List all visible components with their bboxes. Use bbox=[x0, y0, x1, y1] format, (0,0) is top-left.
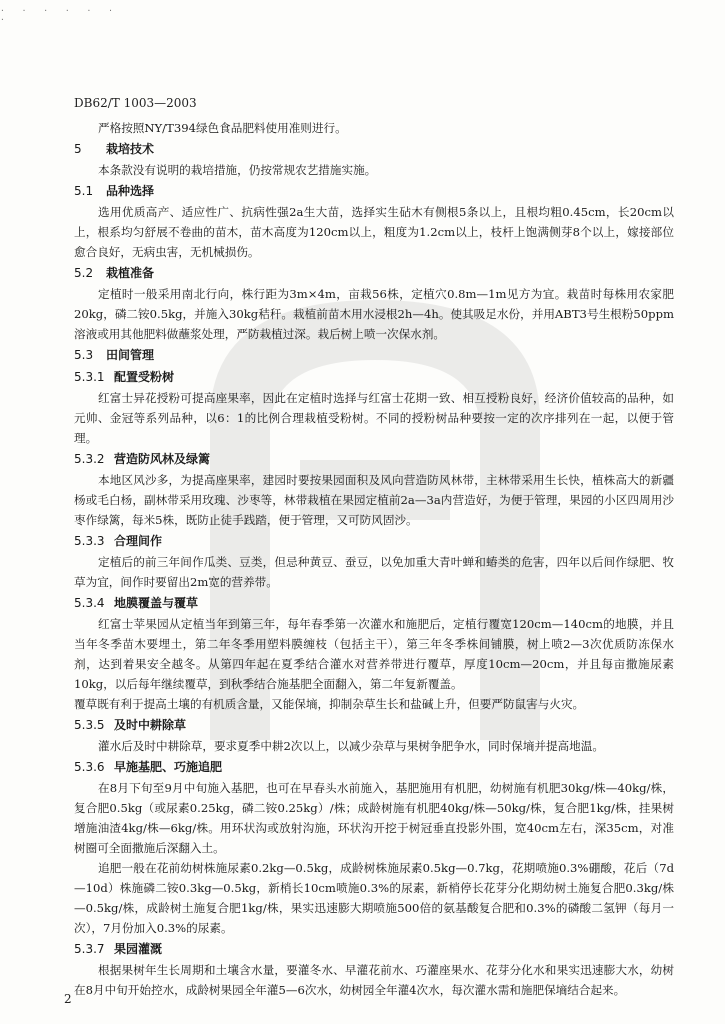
intro-paragraph: 严格按照NY/T394绿色食品肥料使用准则进行。 bbox=[98, 121, 347, 135]
document-body bbox=[74, 118, 674, 1000]
section-5-2-text: 定植时一般采用南北行向，株行距为3m×4m，亩栽56株，定植穴0.8m—1m见方为宜。栽苗时每株用农家肥20kg，磷二铵0.5kg，并施入30kg秸秆。栽植前苗木用水浸根2h—4h。使其吸足水份，并用ABT3号生根粉50ppm溶液或用其他肥料做蘸浆处理，严防栽植过深。栽后树上喷一次保水剂。 bbox=[74, 287, 674, 341]
section-heading-5-1: 5.1 品种选择 bbox=[74, 184, 155, 198]
section-heading-5-2: 5.2 栽植准备 bbox=[74, 266, 155, 280]
section-heading-5-3-6: 5.3.6 早施基肥、巧施追肥 bbox=[74, 760, 223, 774]
section-5-3-6-text-2: 追肥一般在花前幼树株施尿素0.2kg—0.5kg，成龄树株施尿素0.5kg—0.7kg，花期喷施0.3%硼酸，花后（7d—10d）株施磷二铵0.3kg—0.5kg，新梢长10cm喷施0.3%的尿素，新梢停长花芽分化期幼树土施复合肥0.3kg/株—0.5kg/株，成龄树土施复合肥1kg/株，果实迅速膨大期喷施500倍的氨基酸复合肥和0.3%的磷酸二氢钾（每月一次），7月份加入0.3%的尿素。 bbox=[74, 861, 674, 935]
section-heading-5-3-5: 5.3.5 及时中耕除草 bbox=[74, 718, 187, 732]
section-5-3-3-text: 定植后的前三年间作瓜类、豆类，但忌种黄豆、蚕豆，以免加重大青叶蝉和蝽类的危害，四年以后间作绿肥、牧草为宜，间作时要留出2m宽的营养带。 bbox=[74, 555, 674, 589]
section-5-3-1-text: 红富士异花授粉可提高座果率，因此在定植时选择与红富士花期一致、相互授粉良好，经济价值较高的品种，如元帅、金冠等系列品种，以6：1的比例合理栽植受粉树。不同的授粉树品种要按一定的次序排列在一起，以便于管理。 bbox=[74, 391, 674, 445]
section-5-3-2-text: 本地区风沙多，为提高座果率，建园时要按果园面积及风向营造防风林带，主林带采用生长快，植株高大的新疆杨或毛白杨，副林带采用玫瑰、沙枣等，林带栽植在果园定植前2a—3a内营造好，为便于管理，果园的小区四周用沙枣作绿篱，每米5株，既防止徒手践踏，便于管理，又可防风固沙。 bbox=[74, 473, 674, 527]
section-heading-5: 5 栽培技术 bbox=[74, 142, 155, 156]
section-heading-5-3-7: 5.3.7 果园灌溉 bbox=[74, 942, 163, 956]
section-5-3-5-text: 灌水后及时中耕除草，要求夏季中耕2次以上，以减少杂草与果树争肥争水，同时保墒并提高地温。 bbox=[98, 739, 604, 753]
page-number: 2 bbox=[64, 992, 72, 1006]
section-5-text: 本条款没有说明的栽培措施，仍按常规农艺措施实施。 bbox=[98, 163, 377, 177]
section-5-1-text: 选用优质高产、适应性广、抗病性强2a生大苗，选择实生砧木有侧根5条以上，且根均粗0.45cm，长20cm以上，根系均匀舒展不卷曲的苗木，苗木高度为120cm以上，粗度为1.2cm以上，枝杆上饱满侧芽8个以上，嫁接部位愈合良好，无病虫害，无机械损伤。 bbox=[74, 205, 674, 259]
section-5-3-7-text: 根据果树年生长周期和土壤含水量，要灌冬水、早灌花前水、巧灌座果水、花芽分化水和果实迅速膨大水，幼树在8月中旬开始控水，成龄树果园全年灌5—6次水，幼树园全年灌4次水，每次灌水需和施肥保墒结合起来。 bbox=[74, 963, 674, 997]
document-code: DB62/T 1003—2003 bbox=[74, 96, 197, 110]
section-heading-5-3: 5.3 田间管理 bbox=[74, 348, 155, 362]
section-heading-5-3-2: 5.3.2 营造防风林及绿篱 bbox=[74, 452, 211, 466]
section-5-3-4-text-2: 覆草既有利于提高土壤的有机质含量，又能保墒，抑制杂草生长和盐碱上升，但要严防鼠害与火灾。 bbox=[74, 697, 585, 711]
scan-dots: · · · · · · · bbox=[0, 6, 119, 24]
section-heading-5-3-4: 5.3.4 地膜覆盖与覆草 bbox=[74, 596, 199, 610]
section-heading-5-3-3: 5.3.3 合理间作 bbox=[74, 534, 163, 548]
section-5-3-4-text-1: 红富士苹果园从定植当年到第三年，每年春季第一次灌水和施肥后，定植行覆宽120cm—140cm的地膜，并且当年冬季苗木要埋土，第二年冬季用塑料膜缠枝（包括主干），第三年冬季株间铺膜，树上喷2—3次优质防冻保水剂，达到着果安全越冬。从第四年起在夏季结合灌水对营养带进行覆草，厚度10cm—20cm，并且每亩撒施尿素10kg，以后每年继续覆草，到秋季结合施基肥全面翻入，第二年复新覆盖。 bbox=[74, 617, 674, 691]
section-5-3-6-text-1: 在8月下旬至9月中旬施入基肥，也可在早春头水前施入，基肥施用有机肥，幼树施有机肥30kg/株—40kg/株，复合肥0.5kg（或尿素0.25kg，磷二铵0.25kg）/株；成龄树施有机肥40kg/株—50kg/株，复合肥1kg/株，挂果树增施油渣4kg/株—6kg/株。用环状沟或放射沟施，环状沟开挖于树冠垂直投影外围，宽40cm左右，深35cm，对准树圈可全面撒施后深翻入土。 bbox=[74, 781, 674, 855]
section-heading-5-3-1: 5.3.1 配置受粉树 bbox=[74, 370, 175, 384]
